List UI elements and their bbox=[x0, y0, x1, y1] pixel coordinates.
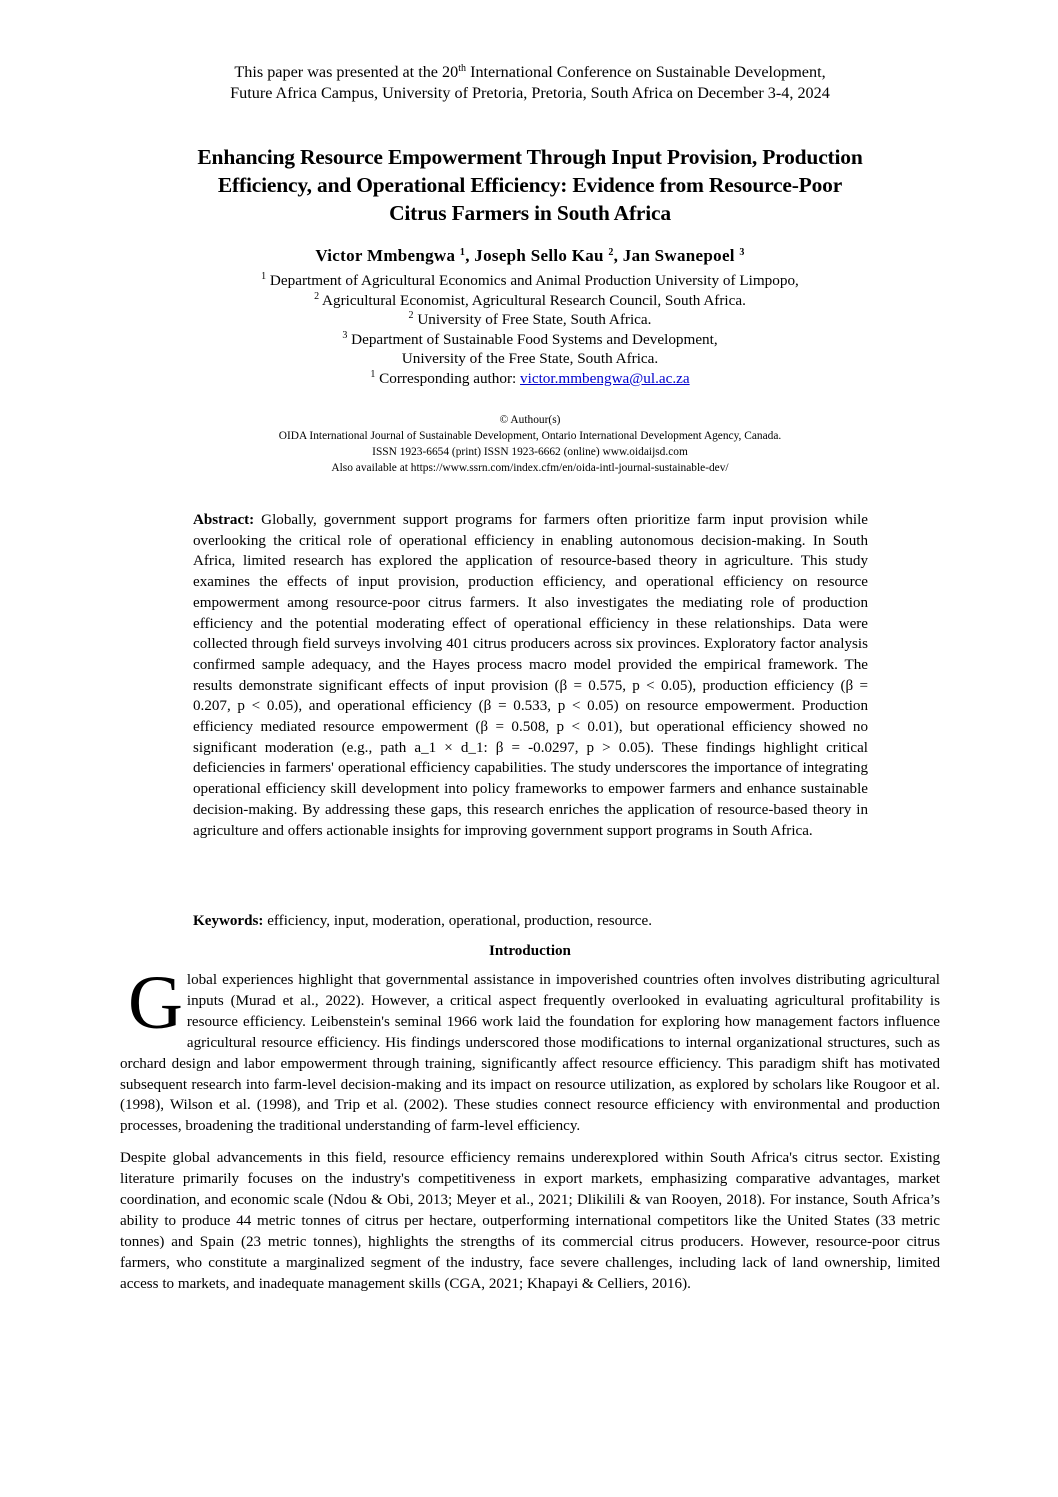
author-name: Jan Swanepoel bbox=[622, 246, 740, 265]
paper-title: Enhancing Resource Empowerment Through Input Provision, Production Efficiency, and Operational Efficiency: Evidence from Resource-Poor Citrus Farmers in South Africa bbox=[197, 145, 863, 225]
intro-paragraph-1: Global experiences highlight that governmental assistance in impoverished countries often involves distributing agricultural inputs (Murad et al., 2022). However, a critical aspect frequently overlooked in evaluating agricultural profitability is resource efficiency. Leibenstein's seminal 1966 work laid the foundation for exploring how management factors influence agricultural resource efficiency. His findings underscored those modifications to internal organizational structures, such as orchard design and labor empowerment through training, significantly affect resource efficiency. This paradigm shift has motivated subsequent research into farm-level decision-making and its impact on resource utilization, as explored by scholars like Rougoor et al. (1998), Wilson et al. (1998), and Trip et al. (2002). These studies connect resource efficiency with environmental and production processes, broadening the traditional understanding of farm-level efficiency. bbox=[120, 961, 940, 1135]
corresponding-email-link[interactable]: victor.mmbengwa@ul.ac.za bbox=[520, 369, 690, 387]
keywords bbox=[193, 911, 868, 931]
author-list: Victor Mmbengwa $^1$, Joseph Sello Kau $^2$, Jan Swanepoel $^3$ bbox=[315, 246, 745, 265]
issn-line: ISSN 1923-6654 (print) ISSN 1923-6662 (online) www.oidaijsd.com bbox=[372, 446, 688, 458]
author-name: Victor Mmbengwa bbox=[315, 246, 460, 265]
affiliation: $^2$ University of Free State, South Africa. bbox=[408, 310, 652, 329]
abstract-label: Abstract: bbox=[193, 512, 255, 528]
copyright-line: © Authour(s) bbox=[499, 414, 561, 426]
conference-note-line2: Future Africa Campus, University of Pretoria, Pretoria, South Africa on December 3-4, 2024 bbox=[230, 84, 830, 102]
copyright-block bbox=[120, 412, 940, 476]
journal-line: OIDA International Journal of Sustainable Development, Ontario International Development Agency, Canada. bbox=[278, 430, 782, 442]
affiliation: $^2$ Agricultural Economist, Agricultural Research Council, South Africa. bbox=[314, 290, 746, 309]
keywords-text: efficiency, input, moderation, operational, production, resource. bbox=[263, 913, 652, 929]
intro-paragraph-2: Despite global advancements in this field, resource efficiency remains underexplored within South Africa's citrus sector. Existing literature primarily focuses on the industry's competitiveness in export markets, emphasizing comparative advantages, market coordination, and economic scale (Ndou & Obi, 2013; Meyer et al., 2021; Dlikilili & van Rooyen, 2018). For instance, South Africa’s ability to produce 44 metric tonnes of citrus per hectare, outperforming international competitors like the United States (33 metric tonnes) and Spain (23 metric tonnes), highlights the strengths of its commercial citrus producers. However, resource-poor citrus farmers, who constitute a marginalized segment of the industry, face severe challenges, including lack of land ownership, limited access to markets, and inadequate management skills (CGA, 2021; Khapayi & Celliers, 2016). bbox=[120, 1150, 940, 1292]
affiliation: University of the Free State, South Africa. bbox=[401, 350, 659, 368]
conference-note bbox=[120, 62, 940, 104]
section-heading-introduction: Introduction bbox=[489, 943, 571, 959]
affiliations bbox=[120, 271, 940, 389]
introduction-body bbox=[120, 961, 940, 1306]
author-name: Joseph Sello Kau bbox=[474, 246, 609, 265]
abstract bbox=[193, 510, 868, 841]
affiliation: $^1$ Department of Agricultural Economics and Animal Production University of Limpopo, bbox=[261, 271, 799, 289]
drop-cap: G bbox=[128, 961, 183, 1045]
keywords-label: Keywords: bbox=[193, 913, 264, 929]
affiliation: $^3$ Department of Sustainable Food Systems and Development, bbox=[342, 329, 718, 348]
conference-note-line1: This paper was presented at the 20th International Conference on Sustainable Development, bbox=[234, 63, 826, 81]
abstract-text: Globally, government support programs for farmers often prioritize farm input provision while overlooking the critical role of operational efficiency in enabling autonomous decision-making. In South Africa, limited research has explored the application of resource-based theory in agriculture. This study examines the effects of input provision, production efficiency, and operational efficiency on resource empowerment among resource-poor citrus farmers. It also investigates the mediating role of production efficiency and the potential moderating effect of operational efficiency in these relationships. Data were collected through field surveys involving 401 citrus producers across six provinces. Exploratory factor analysis confirmed sample adequacy, and the Hayes process macro model provided the empirical framework. The results demonstrate significant effects of input provision (β = 0.575, p < 0.05), production efficiency (β = 0.207, p < 0.05), and operational efficiency (β = 0.533, p < 0.05) on resource empowerment. Production efficiency mediated resource empowerment (β = 0.508, p < 0.01), but operational efficiency showed no significant moderation (e.g., path a_1 × d_1: β = -0.0297, p > 0.05). These findings highlight critical deficiencies in farmers' operational efficiency capabilities. The study underscores the importance of integrating operational efficiency skill development into policy frameworks to empower farmers and enhance sustainable decision-making. By addressing these gaps, this research enriches the application of resource-based theory in agriculture and offers actionable insights for improving government support programs in South Africa. bbox=[193, 512, 868, 839]
corresponding-author: $^1$ Corresponding author: victor.mmbengwa@ul.ac.za bbox=[370, 368, 690, 387]
availability-line: Also available at https://www.ssrn.com/index.cfm/en/oida-intl-journal-sustainable-dev/ bbox=[331, 462, 729, 474]
